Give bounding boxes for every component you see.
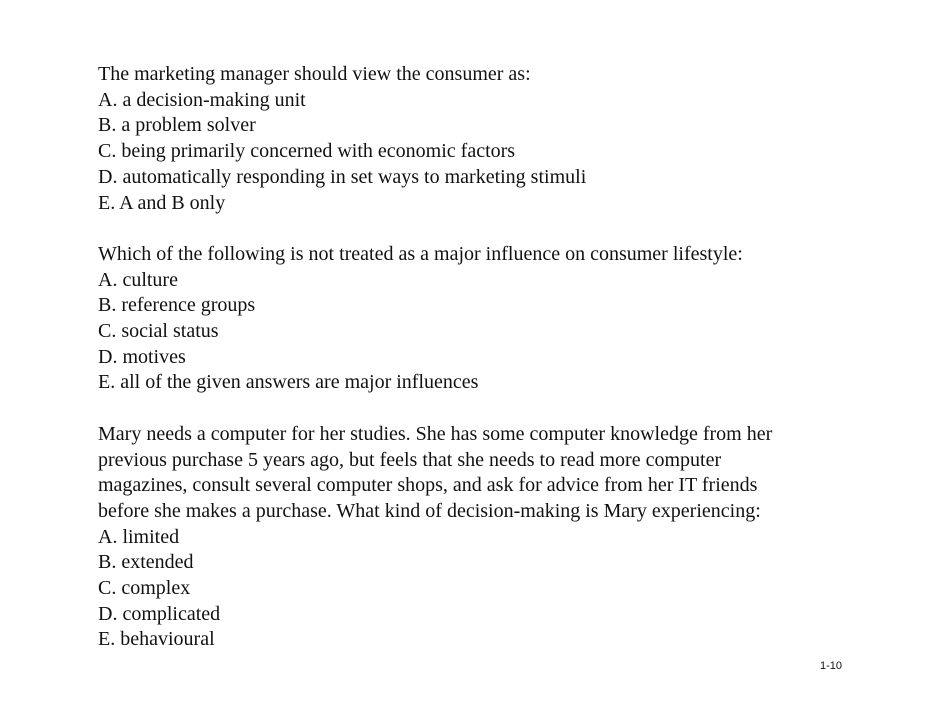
question-2-option-a: A. culture	[98, 268, 178, 291]
question-2-option-e: E. all of the given answers are major influences	[98, 371, 479, 394]
question-3-stem-line-4: before she makes a purchase. What kind of decision-making is Mary experiencing:	[98, 499, 761, 522]
question-1-option-a: A. a decision-making unit	[98, 88, 306, 111]
question-2	[98, 242, 898, 396]
question-2-option-d: D. motives	[98, 345, 186, 368]
question-1-option-b: B. a problem solver	[98, 114, 256, 137]
question-3-option-d: D. complicated	[98, 602, 221, 625]
page-number: 1-10	[820, 660, 843, 672]
question-1-option-e: E. A and B only	[98, 191, 226, 214]
question-2-option-b: B. reference groups	[98, 294, 256, 317]
question-3-option-c: C. complex	[98, 577, 191, 600]
question-3-stem-line-3: magazines, consult several computer shops, and ask for advice from her IT friends	[98, 474, 758, 497]
question-1	[98, 62, 898, 216]
question-2-stem: Which of the following is not treated as a major influence on consumer lifestyle:	[98, 242, 743, 265]
question-3-option-a: A. limited	[98, 525, 180, 548]
question-2-option-c: C. social status	[98, 320, 219, 343]
question-3-stem-line-2: previous purchase 5 years ago, but feels that she needs to read more computer	[98, 448, 722, 471]
question-3-stem-line-1: Mary needs a computer for her studies. She has some computer knowledge from her	[98, 422, 773, 445]
question-3	[98, 422, 898, 653]
question-3-option-e: E. behavioural	[98, 628, 215, 651]
question-3-option-b: B. extended	[98, 551, 194, 574]
question-1-option-d: D. automatically responding in set ways to marketing stimuli	[98, 165, 587, 188]
question-1-stem: The marketing manager should view the consumer as:	[98, 63, 531, 85]
quiz-content	[98, 62, 898, 653]
question-1-option-c: C. being primarily concerned with economic factors	[98, 140, 516, 163]
